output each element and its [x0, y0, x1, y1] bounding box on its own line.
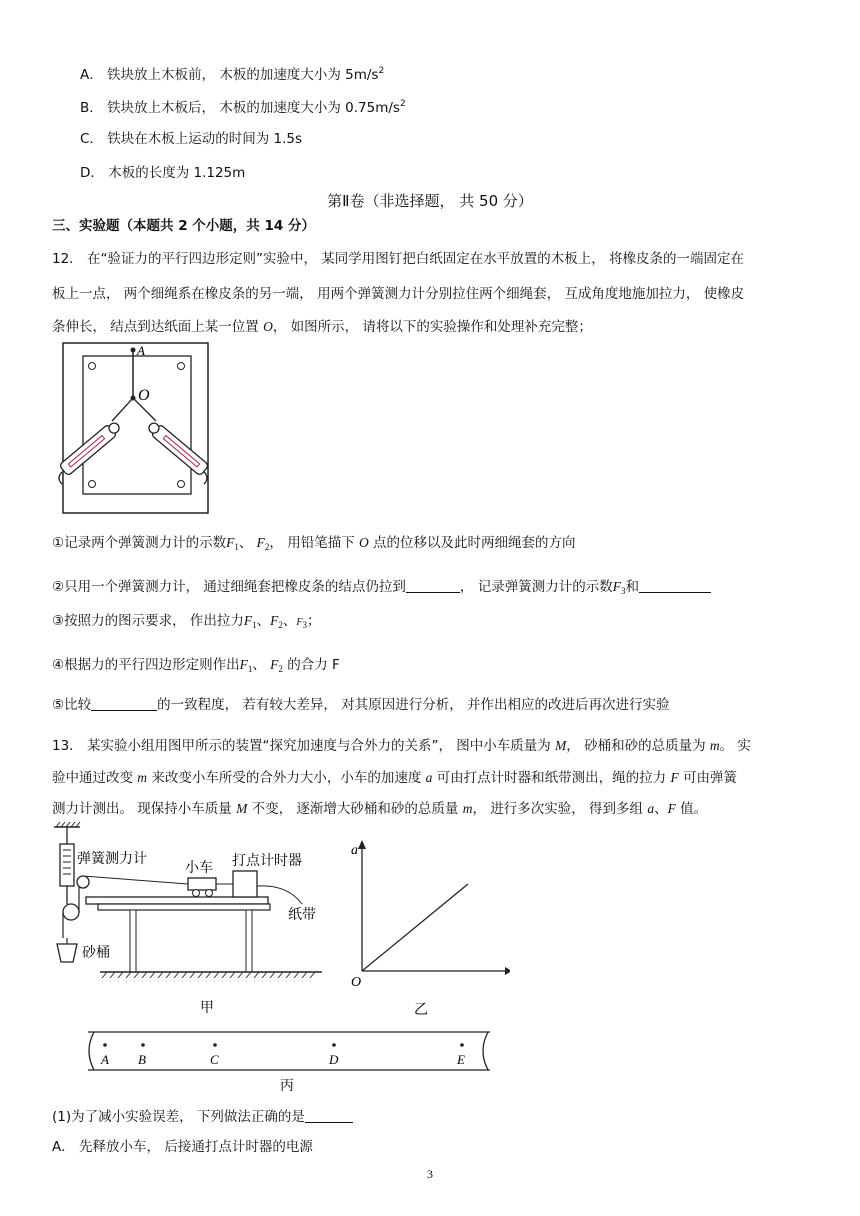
- option-label: C．: [80, 131, 103, 147]
- option-11-c: [80, 130, 302, 148]
- x-arrow-icon: [505, 967, 510, 975]
- text: 测力计测出。 现保持小车质量: [52, 801, 237, 817]
- q13-option-a: A． 先释放小车， 后接通打点计时器的电源: [52, 1139, 313, 1155]
- dot-e: [460, 1043, 464, 1047]
- text: 不变， 逐渐增大砂桶和砂的总质量: [247, 801, 463, 817]
- text: ， 砂桶和砂的总质量为: [566, 738, 710, 754]
- sand-bucket-icon: [57, 944, 77, 962]
- var-f2: F: [256, 535, 265, 550]
- text: 来改变小车所受的合外力大小，小车的加速度: [147, 770, 426, 786]
- point-d-label: D: [329, 1052, 339, 1067]
- var-f: F: [667, 801, 676, 816]
- caption-yi: 乙: [414, 1003, 428, 1018]
- text: 、: [252, 657, 266, 673]
- label-o: O: [138, 387, 150, 404]
- var-f2: F: [270, 657, 279, 672]
- tape-end-left: [89, 1032, 94, 1070]
- text: 、: [282, 613, 297, 629]
- text: ⑤比较: [52, 697, 92, 713]
- point-a-dot: [131, 348, 136, 353]
- superscript: 2: [378, 66, 385, 76]
- text: 和: [625, 579, 639, 595]
- a-f-line: [362, 884, 468, 971]
- wheel-icon: [193, 890, 200, 897]
- answer-blank[interactable]: [406, 578, 460, 593]
- dot-d: [332, 1043, 336, 1047]
- option-11-d: [80, 164, 245, 182]
- text: ③按照力的图示要求， 作出拉力: [52, 613, 244, 629]
- option-text: 铁块在木板上运动的时间为 1.5s: [107, 131, 303, 147]
- answer-blank[interactable]: [305, 1108, 353, 1123]
- pulley-lower-icon: [63, 904, 79, 920]
- var-f3: F: [296, 617, 303, 628]
- subscript: 3: [302, 620, 308, 630]
- var-a: a: [425, 770, 433, 785]
- q13-figure: [50, 820, 510, 1095]
- text: 验中通过改变: [52, 770, 138, 786]
- var-f3: F: [612, 579, 621, 594]
- text: 、: [238, 535, 253, 551]
- bucket-label: 砂桶: [82, 946, 110, 961]
- option-label: A．: [80, 67, 103, 83]
- text: ， 记录弹簧测力计的示数: [459, 579, 613, 595]
- caption-bing: 丙: [280, 1079, 294, 1094]
- text: 值。: [675, 801, 708, 817]
- superscript: 2: [399, 99, 406, 109]
- hook-left-icon: [59, 472, 62, 484]
- point-a-label: A: [101, 1052, 109, 1067]
- answer-blank[interactable]: [91, 696, 157, 711]
- table-top: [86, 897, 268, 904]
- text: ①记录两个弹簧测力计的示数: [52, 535, 227, 551]
- option-label: B．: [80, 100, 103, 116]
- option-text: 木板的长度为 1.125m: [108, 165, 246, 181]
- text: 。 实: [719, 738, 751, 754]
- q12-step-1: [52, 534, 576, 556]
- point-e-label: E: [457, 1052, 465, 1067]
- text: 可由弹簧: [678, 770, 738, 786]
- option-label: D．: [80, 165, 104, 181]
- var-o: O: [263, 319, 273, 334]
- wheel-icon: [206, 890, 213, 897]
- text: ②只用一个弹簧测力计， 通过细绳套把橡皮条的结点仍拉到: [52, 579, 406, 595]
- var-m: m: [462, 801, 473, 816]
- q12-line-3: [52, 318, 592, 336]
- option-11-a: [80, 62, 384, 84]
- paper: [83, 356, 191, 494]
- var-m: m: [709, 738, 720, 753]
- point-b-label: B: [138, 1052, 146, 1067]
- q12-step-5: [52, 696, 669, 714]
- q12-step-4: [52, 656, 340, 678]
- text: (1)为了减小实验误差， 下列做法正确的是: [52, 1109, 305, 1125]
- subscript: 2: [278, 664, 283, 674]
- tape-label: 纸带: [288, 908, 316, 923]
- q13-line-3: [52, 800, 707, 818]
- subscript: 1: [252, 620, 257, 630]
- subscript: 1: [234, 542, 239, 552]
- dot-a: [103, 1043, 107, 1047]
- option-11-b: [80, 95, 406, 117]
- text: 13． 某实验小组用图甲所示的装置“探究加速度与合外力的关系”， 图中小车质量为: [52, 738, 556, 754]
- page-number: 3: [427, 1167, 433, 1181]
- axis-a-label: a: [351, 843, 358, 858]
- subscript: 1: [247, 664, 253, 674]
- text: 点的位移以及此时两细绳套的方向: [368, 535, 576, 551]
- section-3-title: 三、实验题（本题共 2 个小题，共 14 分）: [52, 218, 315, 234]
- q13-line-1: [52, 737, 751, 755]
- var-f: F: [670, 770, 679, 785]
- text: 、: [654, 801, 668, 817]
- text: 、: [256, 613, 271, 629]
- text: ， 如图所示， 请将以下的实验操作和处理补充完整；: [272, 319, 592, 335]
- q12-step-3: [52, 612, 321, 634]
- q12-line-2: 板上一点， 两个细绳系在橡皮条的另一端， 用两个弹簧测力计分别拉住两个细绳套， 互成角度地施加拉力， 使橡皮: [52, 286, 745, 302]
- q12-line-1: 12． 在“验证力的平行四边形定则”实验中， 某同学用图钉把白纸固定在水平放置的木板上， 将橡皮条的一端固定在: [52, 251, 745, 267]
- text: ， 用铅笔描下: [269, 535, 359, 551]
- q12-step-2: [52, 578, 711, 600]
- text: 的合力 F: [282, 657, 340, 673]
- dot-b: [141, 1043, 145, 1047]
- subscript: 2: [264, 542, 270, 552]
- var-f1: F: [226, 535, 235, 550]
- table-leg: [130, 910, 136, 972]
- var-a: a: [647, 801, 655, 816]
- var-o: O: [359, 535, 369, 550]
- var-m-cap: M: [236, 801, 248, 816]
- text: 的一致程度， 若有较大差异， 对其原因进行分析， 并作出相应的改进后再次进行实验: [157, 697, 670, 713]
- part-2-title: 第Ⅱ卷（非选择题， 共 50 分）: [327, 192, 533, 210]
- tape-end-right: [483, 1032, 488, 1070]
- label-a: A: [137, 343, 145, 358]
- subscript: 2: [278, 620, 283, 630]
- q12-figure: [52, 338, 212, 516]
- origin-label: O: [351, 975, 362, 990]
- option-text: 铁块放上木板后， 木板的加速度大小为 0.75m/s: [107, 100, 400, 116]
- var-m: m: [137, 770, 148, 785]
- text: ④根据力的平行四边形定则作出: [52, 657, 240, 673]
- text: ；: [307, 613, 321, 629]
- pulley-table-icon: [77, 876, 89, 888]
- option-text: 铁块放上木板前， 木板的加速度大小为 5m/s: [107, 67, 379, 83]
- var-f1: F: [243, 613, 253, 628]
- table-board: [98, 904, 270, 910]
- var-f2: F: [270, 613, 279, 628]
- subscript: 3: [620, 586, 626, 596]
- q13-sub-1: [52, 1108, 353, 1126]
- timer-label: 打点计时器: [232, 854, 302, 869]
- ground-hatch: [102, 972, 315, 978]
- caption-jia: 甲: [200, 1001, 214, 1016]
- cart-label: 小车: [185, 861, 213, 876]
- dot-c: [213, 1043, 217, 1047]
- text: 条伸长， 结点到达纸面上某一位置: [52, 319, 264, 335]
- table-leg: [246, 910, 252, 972]
- var-f1: F: [239, 657, 248, 672]
- q13-line-2: [52, 769, 737, 787]
- text: 可由打点计时器和纸带测出，绳的拉力: [432, 770, 671, 786]
- timer: [233, 871, 257, 897]
- var-m-cap: M: [555, 738, 567, 753]
- rope: [83, 876, 188, 884]
- point-c-label: C: [210, 1052, 219, 1067]
- answer-blank[interactable]: [639, 578, 711, 593]
- text: ， 进行多次实验， 得到多组: [472, 801, 648, 817]
- spring-scale-label: 弹簧测力计: [77, 852, 147, 867]
- y-arrow-icon: [358, 840, 366, 849]
- cart: [188, 878, 216, 890]
